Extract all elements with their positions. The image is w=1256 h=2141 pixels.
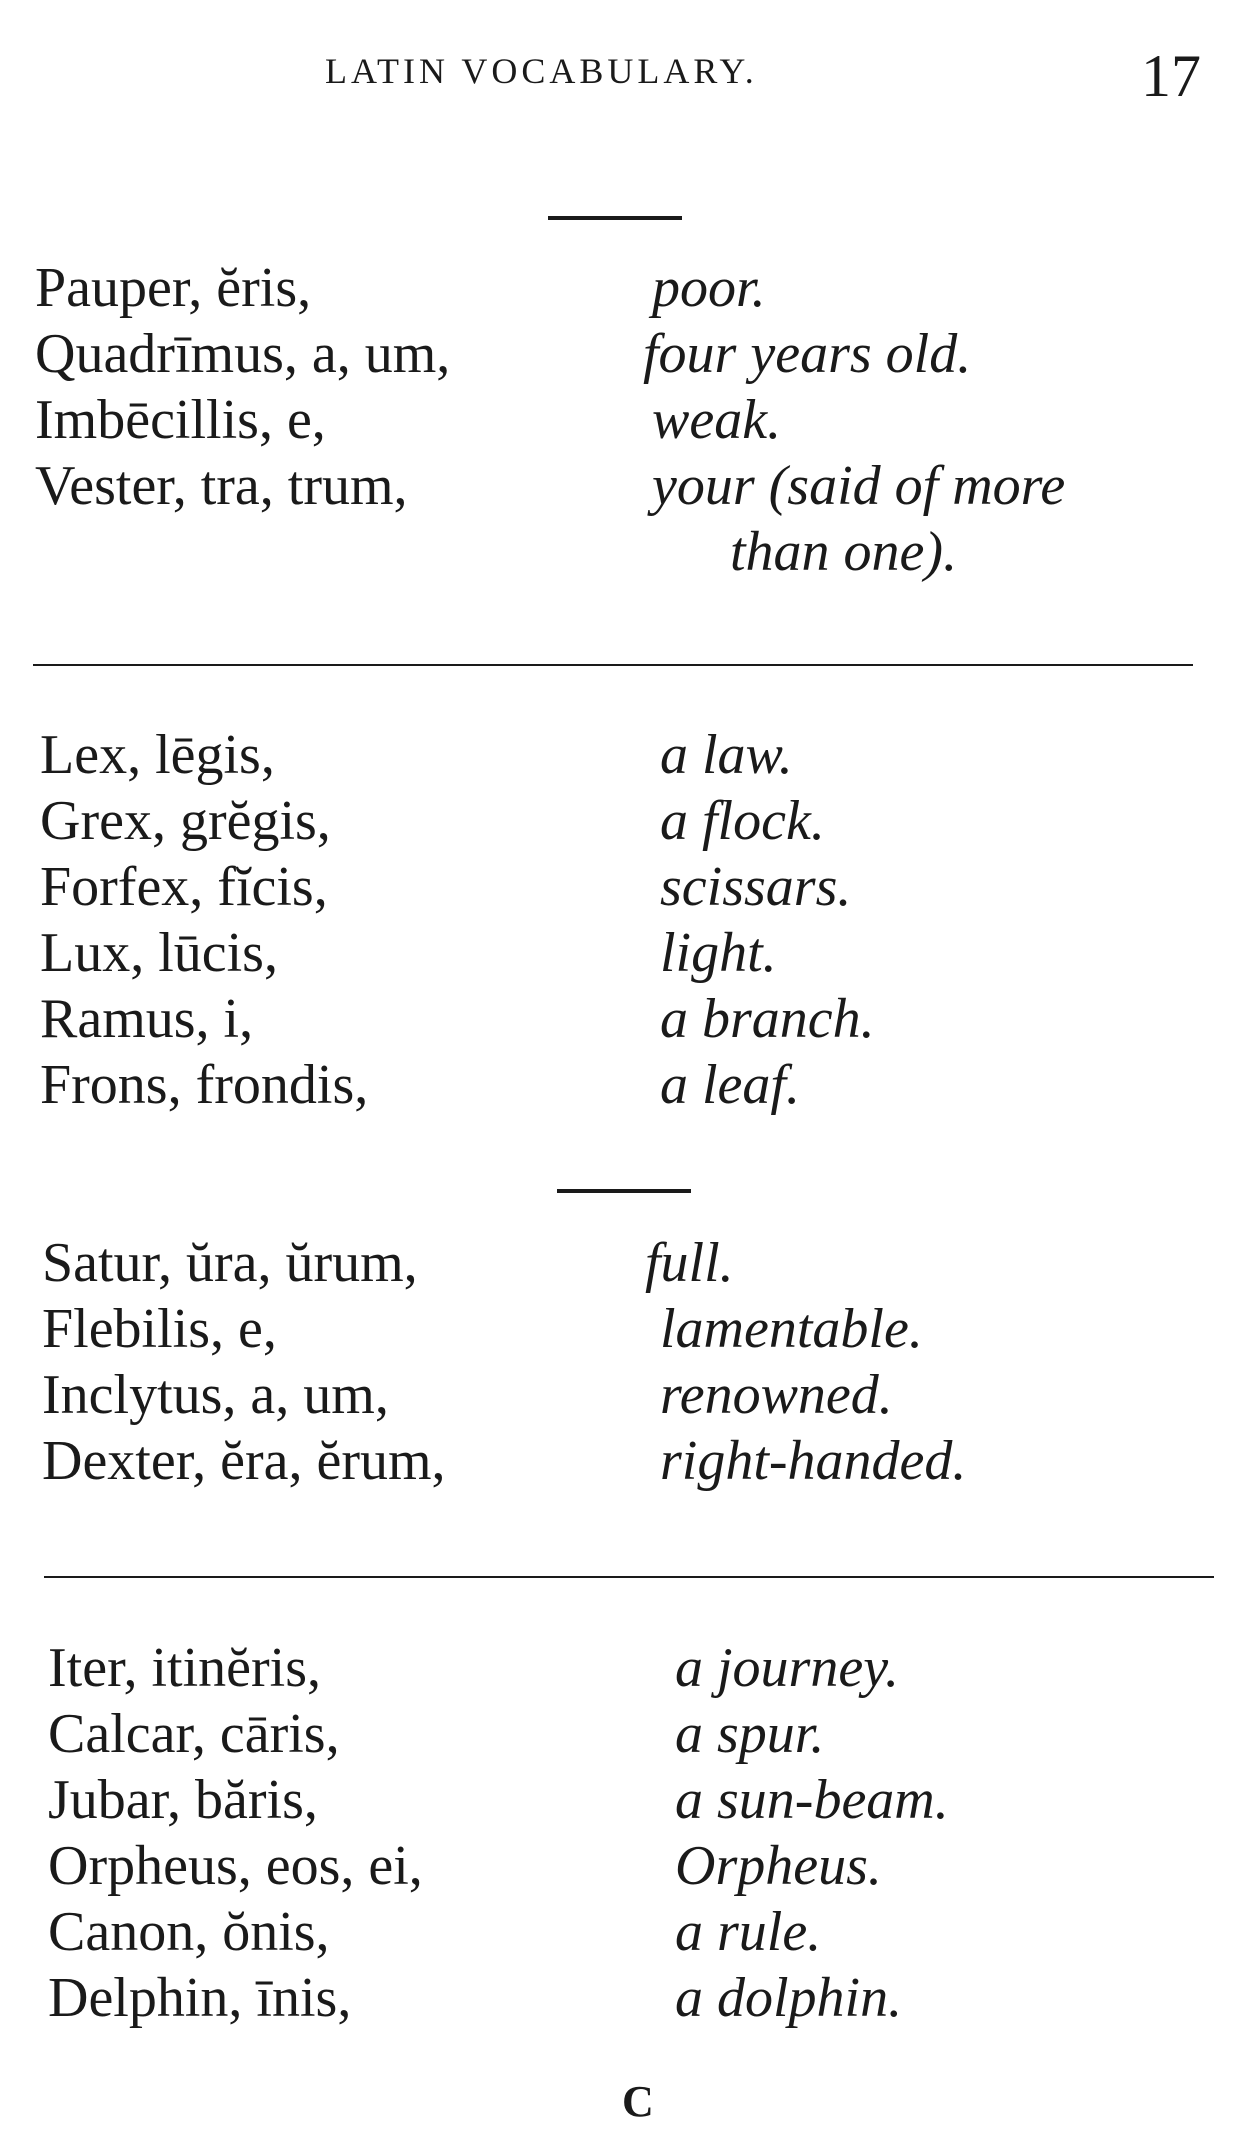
vocab-entry xyxy=(0,1833,1256,1899)
latin-word: Calcar, cāris, xyxy=(48,1703,340,1765)
latin-word: Canon, ŏnis, xyxy=(48,1901,330,1963)
vocab-entry xyxy=(0,1296,1256,1362)
english-meaning: your (said of more xyxy=(652,455,1066,517)
page-number: 17 xyxy=(1141,43,1201,109)
latin-word: Vester, tra, trum, xyxy=(35,455,408,517)
running-head xyxy=(0,42,1256,109)
latin-word: Quadrīmus, a, um, xyxy=(35,323,451,385)
section-divider-short xyxy=(548,216,682,220)
latin-word: Lex, lēgis, xyxy=(40,724,275,786)
english-meaning: poor. xyxy=(652,257,766,319)
vocab-section-4 xyxy=(0,1635,1256,2031)
english-meaning: a rule. xyxy=(675,1901,822,1963)
vocab-entry xyxy=(0,255,1256,321)
vocab-entry xyxy=(0,1701,1256,1767)
vocab-section-3 xyxy=(0,1230,1256,1494)
running-title: LATIN VOCABULARY. xyxy=(325,51,758,91)
english-meaning: four years old. xyxy=(643,323,972,385)
latin-word: Pauper, ĕris, xyxy=(35,257,312,319)
vocab-entry xyxy=(0,854,1256,920)
section-divider-long xyxy=(33,664,1193,666)
vocab-entry xyxy=(0,387,1256,453)
vocab-entry xyxy=(0,1428,1256,1494)
english-meaning: weak. xyxy=(652,389,782,451)
latin-word: Dexter, ĕra, ĕrum, xyxy=(42,1430,446,1492)
english-meaning: Orpheus. xyxy=(675,1835,882,1897)
english-meaning: a journey. xyxy=(675,1637,899,1699)
latin-word: Grex, grĕgis, xyxy=(40,790,331,852)
vocab-entry xyxy=(0,1965,1256,2031)
english-meaning: a leaf. xyxy=(660,1054,800,1116)
latin-word: Delphin, īnis, xyxy=(48,1967,352,2029)
vocab-entry xyxy=(0,1052,1256,1118)
latin-word: Lux, lūcis, xyxy=(40,922,278,984)
english-meaning: a law. xyxy=(660,724,793,786)
english-meaning: scissars. xyxy=(660,856,852,918)
english-meaning: a dolphin. xyxy=(675,1967,903,2029)
vocab-entry xyxy=(0,1362,1256,1428)
english-meaning: light. xyxy=(660,922,777,984)
section-divider-short xyxy=(557,1189,691,1193)
latin-word: Frons, frondis, xyxy=(40,1054,369,1116)
english-meaning: a flock. xyxy=(660,790,825,852)
vocab-entry xyxy=(0,453,1256,585)
latin-word: Flebilis, e, xyxy=(42,1298,277,1360)
english-meaning: a branch. xyxy=(660,988,875,1050)
vocab-entry xyxy=(0,1635,1256,1701)
english-meaning-continued: than one). xyxy=(730,521,958,583)
latin-word: Satur, ŭra, ŭrum, xyxy=(42,1232,418,1294)
latin-word: Forfex, fĭcis, xyxy=(40,856,328,918)
english-meaning: right-handed. xyxy=(660,1430,967,1492)
vocab-entry xyxy=(0,986,1256,1052)
signature-mark: C xyxy=(622,2077,654,2126)
english-meaning: renowned. xyxy=(660,1364,893,1426)
vocab-entry xyxy=(0,321,1256,387)
vocab-section-2 xyxy=(0,722,1256,1118)
vocab-entry xyxy=(0,1899,1256,1965)
latin-word: Ramus, i, xyxy=(40,988,254,1050)
vocab-entry xyxy=(0,1767,1256,1833)
latin-word: Imbēcillis, e, xyxy=(35,389,326,451)
latin-word: Inclytus, a, um, xyxy=(42,1364,389,1426)
english-meaning: a sun-beam. xyxy=(675,1769,949,1831)
english-meaning: lamentable. xyxy=(660,1298,923,1360)
section-divider-long xyxy=(44,1576,1214,1578)
english-meaning: a spur. xyxy=(675,1703,825,1765)
latin-word: Iter, itinĕris, xyxy=(48,1637,321,1699)
vocab-entry xyxy=(0,722,1256,788)
latin-word: Orpheus, eos, ei, xyxy=(48,1835,423,1897)
vocab-entry xyxy=(0,788,1256,854)
english-meaning: full. xyxy=(645,1232,734,1294)
latin-word: Jubar, băris, xyxy=(48,1769,318,1831)
vocab-entry xyxy=(0,1230,1256,1296)
vocab-entry xyxy=(0,920,1256,986)
vocab-section-1 xyxy=(0,255,1256,585)
